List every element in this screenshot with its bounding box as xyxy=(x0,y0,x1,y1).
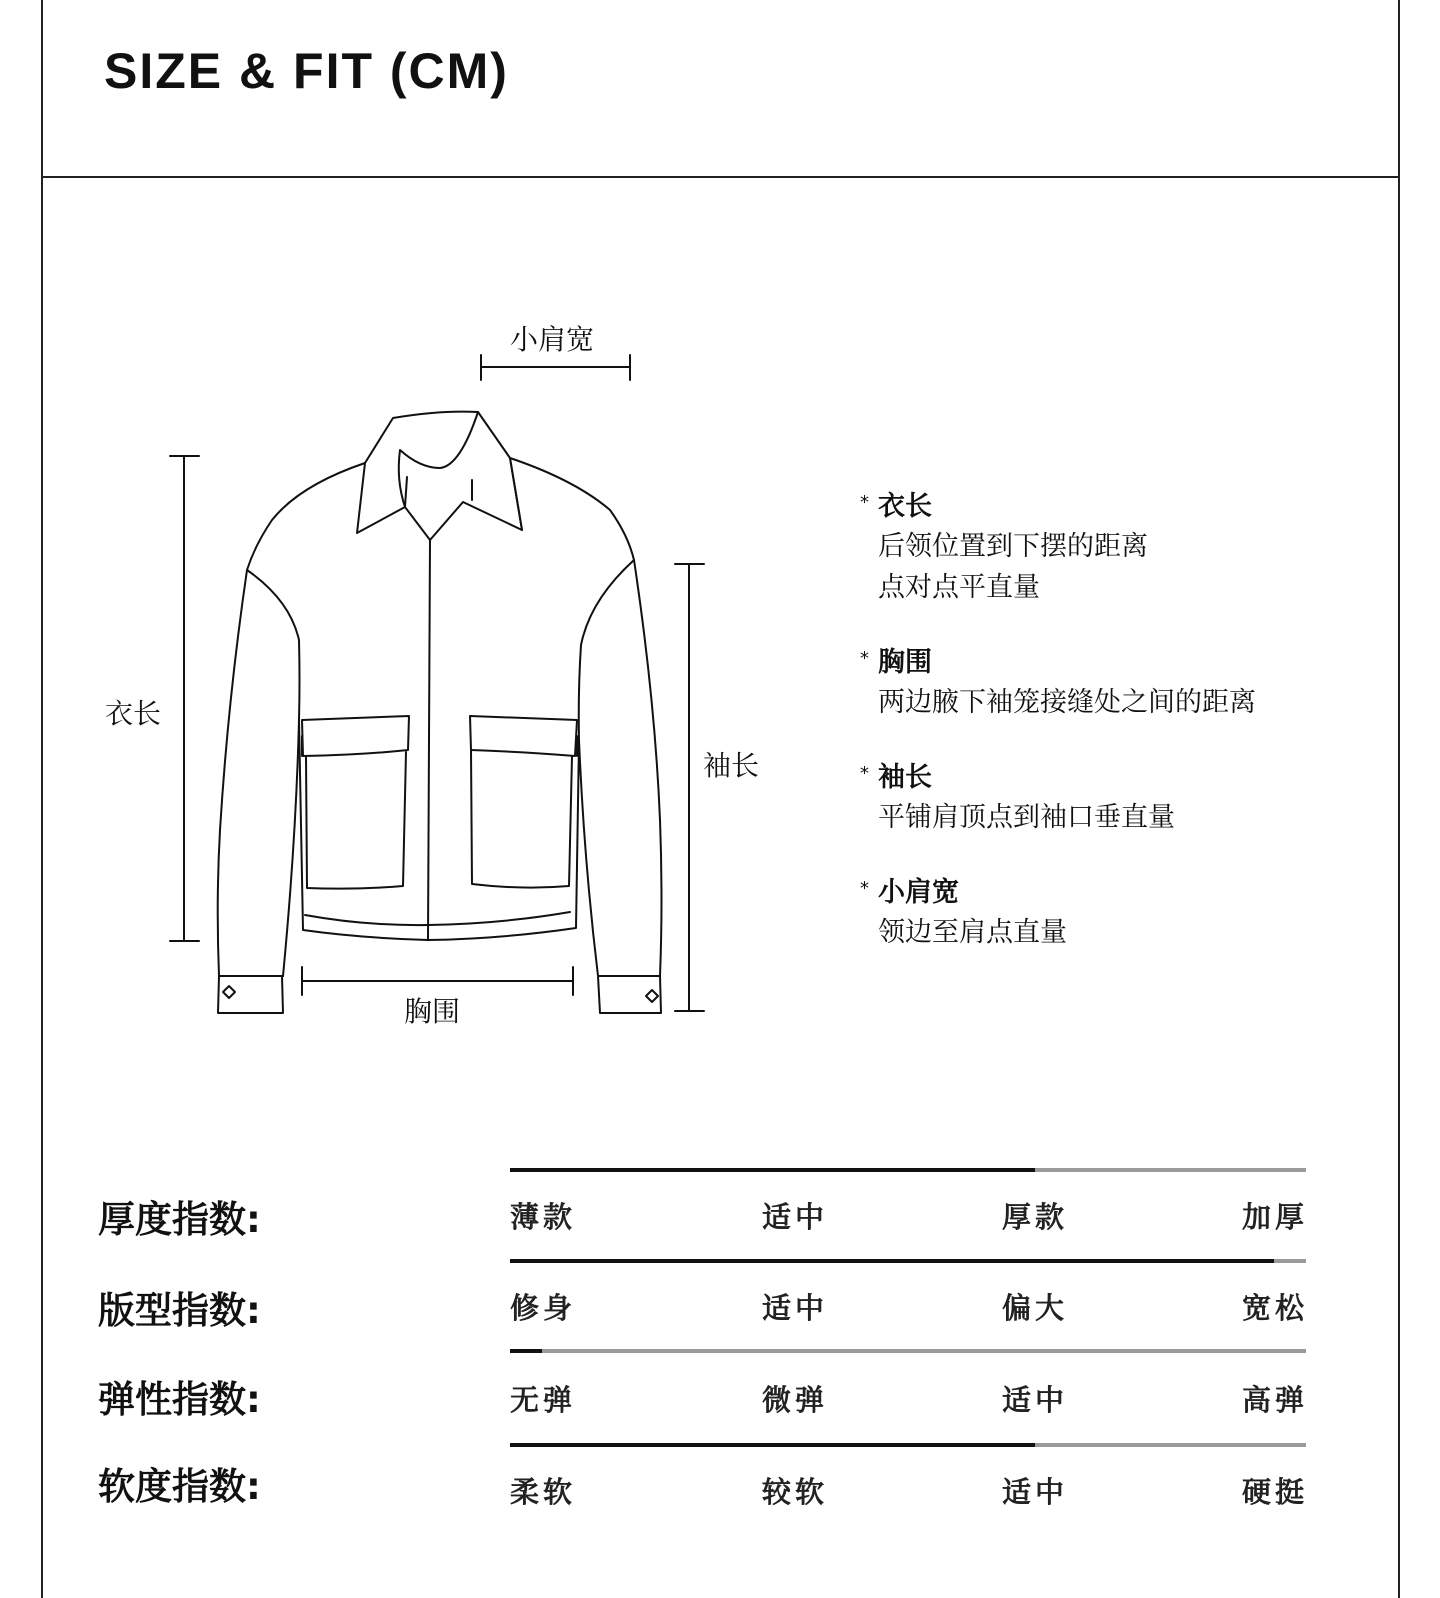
metric-label: 版型指数: xyxy=(98,1289,261,1332)
metric-option: 适中 xyxy=(1002,1383,1069,1417)
metric-option: 薄款 xyxy=(510,1200,577,1234)
metric-bar xyxy=(510,1443,1306,1447)
metric-bar xyxy=(510,1349,1306,1353)
metric-option: 柔软 xyxy=(510,1475,577,1509)
metric-bar-fill xyxy=(510,1168,1035,1172)
metric-option: 微弹 xyxy=(762,1383,829,1417)
metric-option: 适中 xyxy=(762,1200,829,1234)
definition-length xyxy=(860,488,1380,608)
asterisk: * xyxy=(860,648,869,669)
chest-measure-line xyxy=(302,967,573,995)
definition-text: 两边腋下袖笼接缝处之间的距离 xyxy=(878,687,1256,718)
metric-option: 宽松 xyxy=(1242,1291,1309,1325)
metric-label: 厚度指数: xyxy=(98,1198,261,1241)
jacket-pocket-right xyxy=(470,716,577,888)
asterisk: * xyxy=(860,492,869,513)
metric-bar-fill xyxy=(510,1259,1274,1263)
metric-option: 修身 xyxy=(510,1291,577,1325)
metric-bar-fill xyxy=(510,1349,542,1353)
asterisk: * xyxy=(860,878,869,899)
definition-text: 平铺肩顶点到袖口垂直量 xyxy=(878,802,1175,833)
metric-option: 硬挺 xyxy=(1242,1475,1309,1509)
metric-option: 加厚 xyxy=(1242,1200,1309,1234)
shoulder-measure-line xyxy=(481,355,630,380)
definition-term: 衣长 xyxy=(878,491,932,522)
label-chest: 胸围 xyxy=(404,995,461,1028)
definition-term: 小肩宽 xyxy=(878,877,959,908)
definition-text: 领边至肩点直量 xyxy=(878,917,1067,948)
length-measure-line xyxy=(170,456,199,941)
metric-option: 适中 xyxy=(762,1291,829,1325)
metric-option: 适中 xyxy=(1002,1475,1069,1509)
definition-text: 后领位置到下摆的距离 xyxy=(878,531,1148,562)
metric-option: 较软 xyxy=(762,1475,829,1509)
definition-text: 点对点平直量 xyxy=(878,572,1040,603)
metric-bar xyxy=(510,1168,1306,1172)
definition-term: 袖长 xyxy=(878,762,932,793)
definition-chest xyxy=(860,644,1380,723)
definition-term: 胸围 xyxy=(878,647,932,678)
definition-sleeve xyxy=(860,759,1380,838)
metric-option: 高弹 xyxy=(1242,1383,1309,1417)
metric-bar xyxy=(510,1259,1306,1263)
page-title: SIZE & FIT (CM) xyxy=(104,43,509,99)
metric-option: 无弹 xyxy=(510,1383,577,1417)
label-shoulder-width: 小肩宽 xyxy=(510,323,595,356)
jacket-body xyxy=(218,458,662,1013)
sleeve-measure-line xyxy=(675,564,704,1011)
metric-option: 厚款 xyxy=(1002,1200,1069,1234)
label-length: 衣长 xyxy=(105,697,162,730)
metric-option: 偏大 xyxy=(1002,1291,1069,1325)
metric-label: 弹性指数: xyxy=(98,1378,261,1421)
measurement-definitions xyxy=(860,488,1380,989)
metric-label: 软度指数: xyxy=(98,1465,261,1508)
jacket-pocket-left xyxy=(302,716,409,889)
jacket-collar xyxy=(357,412,522,540)
asterisk: * xyxy=(860,763,869,784)
label-sleeve-length: 袖长 xyxy=(703,749,760,782)
definition-shoulder xyxy=(860,874,1380,953)
metric-bar-fill xyxy=(510,1443,1035,1447)
